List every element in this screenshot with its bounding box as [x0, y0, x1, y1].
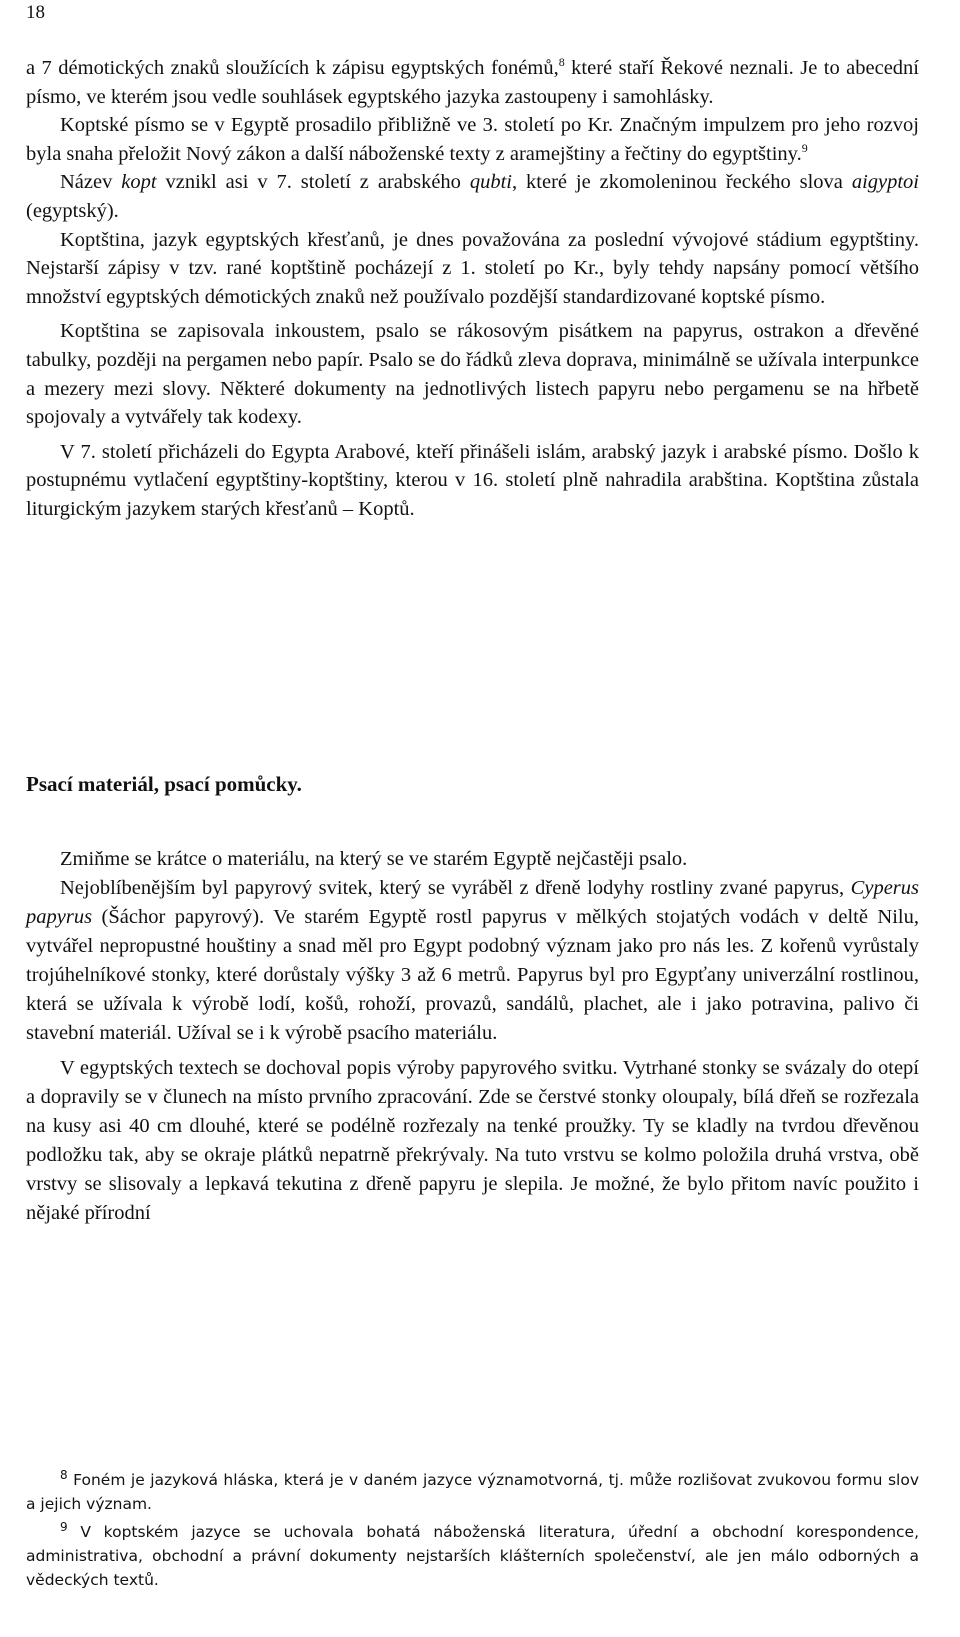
section-paragraph-2: Nejoblíbenějším byl papyrový svitek, který se vyráběl z dřeně lodyhy rostliny zvané papyrus, Cyperus papyrus (Šáchor papyrový). Ve starém Egyptě rostl papyrus v mělkých stojatých vodách v deltě Nilu, vytvářel nepropustné houštiny a snad měl pro Egypt podobný význam jako pro nás les. Z kořenů vyrůstaly trojúhelníkové stonky, které dorůstaly výšky 3 až 6 metrů. Papyrus byl pro Egypťany univerzální rostlinou, která se užívala k výrobě lodí, košů, rohoží, provazů, sandálů, plachet, ale i jako potravina, palivo či stavební materiál. Užíval se i k výrobě psacího materiálu. [26, 877, 919, 1044]
page-number: 18 [26, 2, 45, 23]
paragraph-5: Koptština se zapisovala inkoustem, psalo se rákosovým pisátkem na papyrus, ostrakon a dřevěné tabulky, později na pergamen nebo papír. Psalo se do řádků zleva doprava, minimálně se užívala interpunkce a mezery mezi slovy. Některé dokumenty na jednotlivých listech papyru nebo pergamenu se na hřbetě spojovaly a vytvářely tak kodexy. [26, 320, 919, 429]
footnote-ref-9[interactable]: 9 [801, 140, 808, 155]
term-qubti: qubti [469, 171, 512, 194]
term-cyperus-papyrus: Cyperus papyrus [26, 877, 919, 928]
section-heading: Psací materiál, psací pomůcky. [26, 772, 302, 796]
paragraph-6: V 7. století přicházeli do Egypta Arabové, kteří přinášeli islám, arabský jazyk i arabské písmo. Došlo k postupnému vytlačení egyptštiny-koptštiny, kterou v 16. století plně nahradila arabština. Koptština zůstala liturgickým jazykem starých křesťanů – Koptů. [26, 440, 919, 520]
term-kopt: kopt [121, 171, 157, 194]
footnote-8: $^8$ Foném je jazyková hláska, která je v daném jazyce významotvorná, tj. může rozlišovat zvukovou formu slov a jejich význam. [26, 1468, 919, 1513]
footnote-9: $^9$ V koptském jazyce se uchovala bohatá náboženská literatura, úřední a obchodní korespondence, administrativa, obchodní a právní dokumenty nejstarších klášterních společenství, ale jen málo odborných a vědeckých textů. [26, 1520, 919, 1589]
footnote-mark-8: 8 [60, 1468, 68, 1482]
section-body [26, 845, 919, 1228]
paragraph-1: a 7 démotických znaků sloužících k zápisu egyptských fonémů,$^8$ které staří Řekové neznali. Je to abecední písmo, ve kterém jsou vedle souhlásek egyptského jazyka zastoupeny i samohlásky. [26, 55, 920, 108]
paragraph-4: Koptština, jazyk egyptských křesťanů, je dnes považována za poslední vývojové stádium egyptštiny. Nejstarší zápisy v tzv. rané koptštině pocházejí z 1. století po Kr., byly tehdy napsány pomocí většího množství egyptských démotických znaků než používalo pozdější standardizované koptské písmo. [26, 228, 919, 308]
footnotes [26, 1468, 919, 1596]
paragraph-2: Koptské písmo se v Egyptě prosadilo přibližně ve 3. století po Kr. Značným impulzem pro jeho rozvoj byla snaha přeložit Nový zákon a další náboženské texty z aramejštiny a řečtiny do egyptštiny.$^9$ [26, 114, 919, 165]
section-paragraph-3: V egyptských textech se dochoval popis výroby papyrového svitku. Vytrhané stonky se svázaly do otepí a dopravily se v člunech na místo prvního zpracování. Zde se čerstvé stonky oloupaly, bílá dřeň se rozřezala na kusy asi 40 cm dlouhé, které se podélně rozřezaly na tenké proužky. Ty se kladly na tvrdou dřevěnou podložku tak, aby se okraje plátků nepatrně překrývaly. Na tuto vrstvu se kolmo položila druhá vrstva, obě vrstvy se slisovaly a lepkavá tekutina z dřeně papyru je slepila. Je možné, že bylo přitom navíc použito i nějaké přírodní [26, 1057, 919, 1224]
footnote-ref-8[interactable]: 8 [558, 55, 565, 69]
term-aigyptoi: aigyptoi [851, 171, 919, 194]
section-paragraph-1: Zmiňme se krátce o materiálu, na který se ve starém Egyptě nejčastěji psalo. [60, 848, 688, 870]
body-text [26, 54, 919, 524]
paragraph-3: Název kopt vznikl asi v 7. století z arabského qubti, které je zkomoleninou řeckého slova aigyptoi (egyptský). [26, 171, 919, 222]
footnote-mark-9: 9 [60, 1520, 68, 1534]
